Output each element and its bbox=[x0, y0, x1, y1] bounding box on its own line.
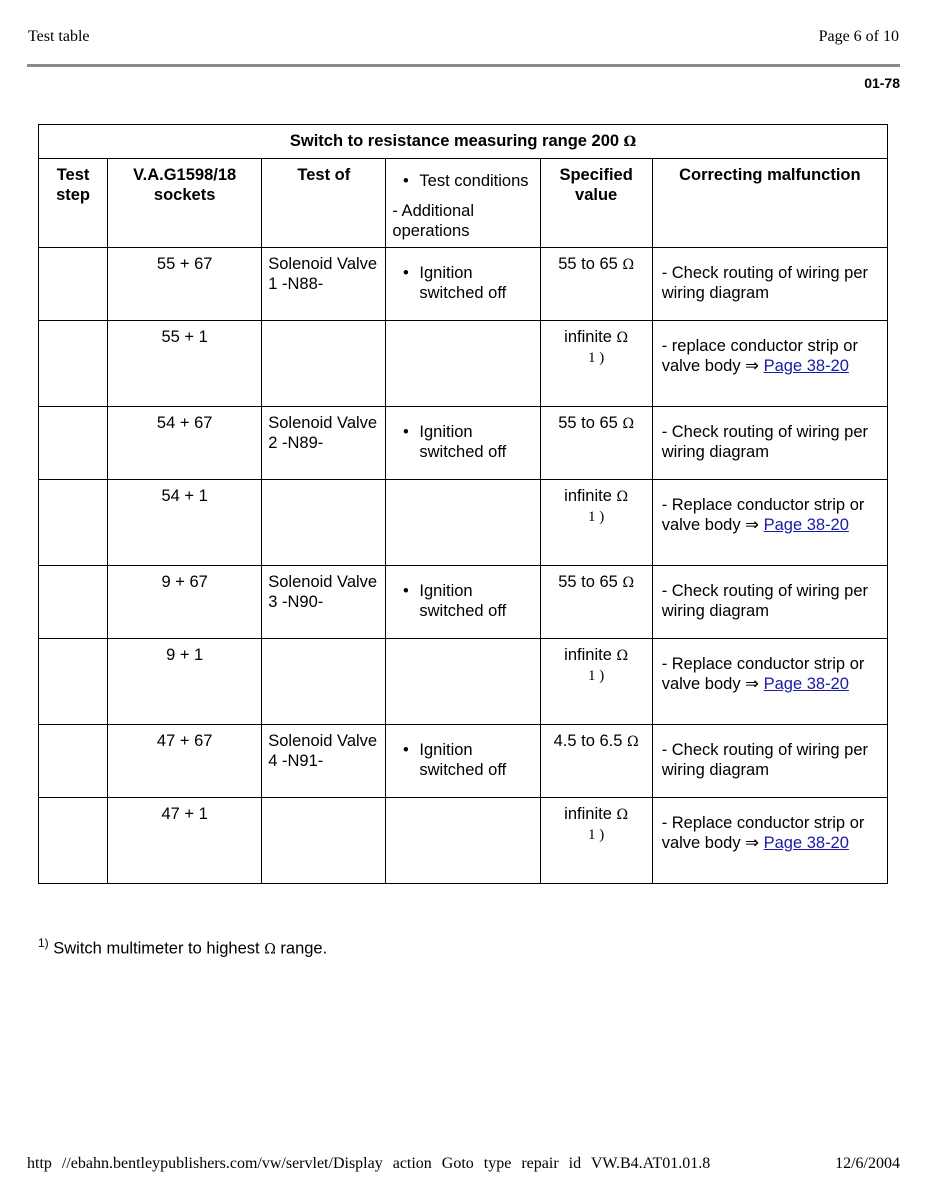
page-link[interactable]: Page 38-20 bbox=[763, 516, 849, 534]
fix-text: - Check routing of wiring per wiring diagram bbox=[661, 741, 869, 779]
cell-test-of bbox=[262, 480, 386, 566]
cell-specified-value bbox=[540, 407, 652, 480]
value-text: infinite bbox=[564, 646, 612, 664]
page-link[interactable]: Page 38-20 bbox=[763, 675, 849, 693]
cell-sockets: 9 + 67 bbox=[108, 566, 262, 639]
fix-text: - Replace conductor strip or valve body bbox=[661, 655, 865, 693]
value-text: infinite bbox=[564, 328, 612, 346]
bullet-icon: • bbox=[403, 741, 409, 759]
cell-test-of: Solenoid Valve 3 -N90- bbox=[262, 566, 386, 639]
cell-test-step bbox=[39, 248, 108, 321]
ohm-symbol: Ω bbox=[616, 489, 629, 505]
cell-specified-value bbox=[540, 639, 652, 725]
footnote-ref: 1 ) bbox=[588, 350, 605, 366]
condition-text: Ignition switched off bbox=[419, 582, 507, 620]
value-text: infinite bbox=[564, 805, 612, 823]
cell-test-of bbox=[262, 798, 386, 884]
cell-test-step bbox=[39, 725, 108, 798]
cell-correcting bbox=[652, 248, 887, 321]
cell-condition bbox=[386, 566, 540, 639]
ohm-symbol: Ω bbox=[264, 941, 276, 958]
cell-correcting bbox=[652, 725, 887, 798]
cell-specified-value bbox=[540, 248, 652, 321]
page-link[interactable]: Page 38-20 bbox=[763, 357, 849, 375]
condition-text: Ignition switched off bbox=[419, 423, 507, 461]
cell-condition bbox=[386, 798, 540, 884]
arrow-icon: ⇒ bbox=[745, 675, 759, 693]
fix-text: - replace conductor strip or valve body bbox=[661, 337, 858, 375]
cell-sockets: 47 + 67 bbox=[108, 725, 262, 798]
cell-correcting bbox=[652, 407, 887, 480]
col-test-step: Test step bbox=[39, 159, 108, 248]
table-row bbox=[39, 321, 888, 407]
arrow-icon: ⇒ bbox=[745, 516, 759, 534]
cell-correcting bbox=[652, 480, 887, 566]
cell-test-step bbox=[39, 566, 108, 639]
footer-date: 12/6/2004 bbox=[835, 1155, 900, 1172]
cell-specified-value bbox=[540, 321, 652, 407]
footer-url: http //ebahn.bentleypublishers.com/vw/servlet/Display action Goto type repair id VW.B4.AT01.01.8 bbox=[27, 1155, 711, 1172]
col-conditions bbox=[386, 159, 540, 248]
cell-condition bbox=[386, 480, 540, 566]
fix-text: - Check routing of wiring per wiring diagram bbox=[661, 423, 869, 461]
cell-sockets: 55 + 67 bbox=[108, 248, 262, 321]
condition-text: Ignition switched off bbox=[419, 264, 507, 302]
cell-sockets: 55 + 1 bbox=[108, 321, 262, 407]
ohm-symbol: Ω bbox=[622, 575, 635, 591]
value-text: 55 to 65 bbox=[558, 414, 618, 432]
cell-condition bbox=[386, 639, 540, 725]
fix-text: - Replace conductor strip or valve body bbox=[661, 814, 865, 852]
table-row bbox=[39, 798, 888, 884]
page-number: Page 6 of 10 bbox=[818, 28, 899, 45]
footnote-ref: 1 ) bbox=[588, 509, 605, 525]
table-row bbox=[39, 566, 888, 639]
table-row bbox=[39, 725, 888, 798]
cell-test-step bbox=[39, 321, 108, 407]
bullet-icon: • bbox=[403, 423, 409, 441]
cell-test-of: Solenoid Valve 1 -N88- bbox=[262, 248, 386, 321]
bullet-icon: • bbox=[403, 264, 409, 282]
page-link[interactable]: Page 38-20 bbox=[763, 834, 849, 852]
ohm-symbol: Ω bbox=[616, 807, 629, 823]
test-table bbox=[38, 124, 888, 884]
cell-specified-value bbox=[540, 566, 652, 639]
col-additional-label: - Additional operations bbox=[392, 202, 475, 240]
cell-correcting bbox=[652, 566, 887, 639]
header-divider bbox=[27, 64, 900, 67]
document-number: 01-78 bbox=[864, 75, 900, 91]
cell-test-of: Solenoid Valve 2 -N89- bbox=[262, 407, 386, 480]
column-header-row bbox=[39, 159, 888, 248]
cell-sockets: 54 + 1 bbox=[108, 480, 262, 566]
cell-correcting bbox=[652, 798, 887, 884]
cell-condition bbox=[386, 407, 540, 480]
ohm-symbol: Ω bbox=[616, 330, 629, 346]
footnote-text-before: Switch multimeter to highest bbox=[53, 939, 260, 958]
cell-test-step bbox=[39, 480, 108, 566]
ohm-symbol: Ω bbox=[622, 416, 635, 432]
col-correcting: Correcting malfunction bbox=[652, 159, 887, 248]
cell-test-of bbox=[262, 639, 386, 725]
footnote-ref: 1 ) bbox=[588, 827, 605, 843]
cell-test-step bbox=[39, 407, 108, 480]
footnote-ref: 1 ) bbox=[588, 668, 605, 684]
fix-text: - Check routing of wiring per wiring diagram bbox=[661, 582, 869, 620]
cell-correcting bbox=[652, 321, 887, 407]
arrow-icon: ⇒ bbox=[745, 357, 759, 375]
col-test-of: Test of bbox=[262, 159, 386, 248]
bullet-icon: • bbox=[403, 172, 409, 190]
cell-test-of: Solenoid Valve 4 -N91- bbox=[262, 725, 386, 798]
value-text: infinite bbox=[564, 487, 612, 505]
cell-condition bbox=[386, 725, 540, 798]
footnote-text-after: range. bbox=[280, 939, 328, 958]
header-title: Test table bbox=[28, 28, 90, 45]
cell-condition bbox=[386, 248, 540, 321]
table-row bbox=[39, 248, 888, 321]
cell-test-of bbox=[262, 321, 386, 407]
table-title-text: Switch to resistance measuring range 200 bbox=[289, 132, 620, 150]
cell-sockets: 54 + 67 bbox=[108, 407, 262, 480]
footnote-marker: 1) bbox=[38, 936, 49, 950]
col-sockets: V.A.G1598/18 sockets bbox=[108, 159, 262, 248]
cell-correcting bbox=[652, 639, 887, 725]
fix-text: - Check routing of wiring per wiring diagram bbox=[661, 264, 869, 302]
ohm-symbol: Ω bbox=[623, 134, 637, 150]
condition-text: Ignition switched off bbox=[419, 741, 507, 779]
col-specified: Specified value bbox=[540, 159, 652, 248]
cell-specified-value bbox=[540, 725, 652, 798]
cell-specified-value bbox=[540, 798, 652, 884]
cell-condition bbox=[386, 321, 540, 407]
cell-specified-value bbox=[540, 480, 652, 566]
bullet-icon: • bbox=[403, 582, 409, 600]
value-text: 55 to 65 bbox=[558, 255, 618, 273]
ohm-symbol: Ω bbox=[616, 648, 629, 664]
table-title bbox=[39, 125, 888, 159]
table-row bbox=[39, 407, 888, 480]
ohm-symbol: Ω bbox=[622, 257, 635, 273]
footnote bbox=[38, 936, 327, 959]
arrow-icon: ⇒ bbox=[745, 834, 759, 852]
cell-test-step bbox=[39, 639, 108, 725]
value-text: 55 to 65 bbox=[558, 573, 618, 591]
cell-test-step bbox=[39, 798, 108, 884]
fix-text: - Replace conductor strip or valve body bbox=[661, 496, 865, 534]
cell-sockets: 47 + 1 bbox=[108, 798, 262, 884]
col-conditions-label: Test conditions bbox=[419, 172, 529, 190]
ohm-symbol: Ω bbox=[627, 734, 639, 750]
value-text: 4.5 to 6.5 bbox=[553, 732, 623, 750]
table-row bbox=[39, 480, 888, 566]
cell-sockets: 9 + 1 bbox=[108, 639, 262, 725]
table-row bbox=[39, 639, 888, 725]
